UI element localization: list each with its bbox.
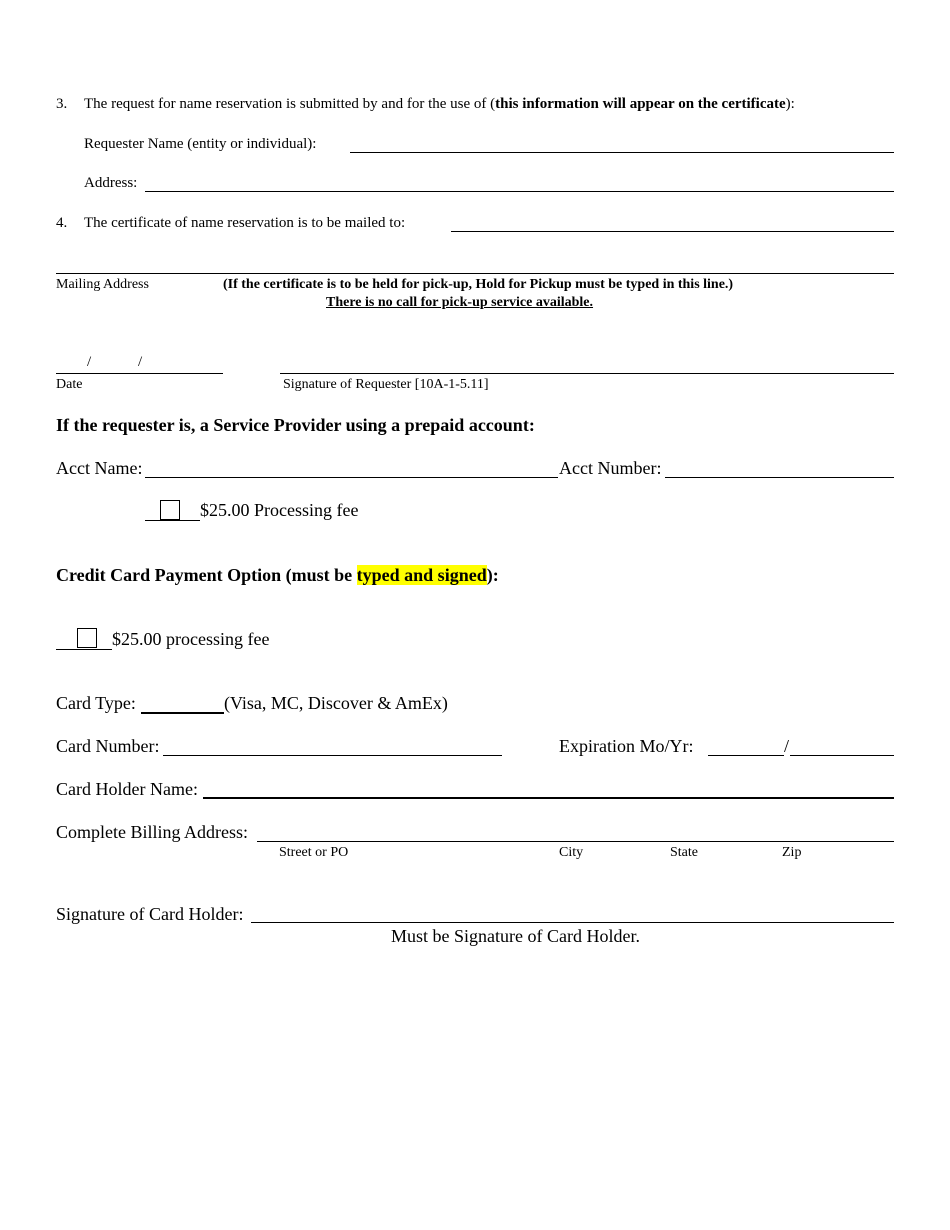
section-3-text — [84, 96, 795, 113]
service-provider-heading: If the requester is, a Service Provider using a prepaid account: — [56, 415, 535, 435]
address-field[interactable] — [145, 191, 894, 192]
date-field[interactable] — [56, 373, 223, 374]
prepaid-fee-label: $25.00 Processing fee — [200, 500, 359, 520]
holder-name-field[interactable] — [203, 797, 894, 799]
expiration-label: Expiration Mo/Yr: — [559, 736, 694, 756]
card-fee-underline — [56, 649, 112, 650]
section-4-text: The certificate of name reservation is to be mailed to: — [84, 215, 406, 231]
credit-card-heading-before: Credit Card Payment Option (must be — [56, 565, 357, 585]
acct-name-label: Acct Name: — [56, 458, 143, 478]
credit-card-heading-after: ): — [486, 565, 499, 585]
holder-signature-label: Signature of Card Holder: — [56, 904, 244, 924]
holder-signature-field[interactable] — [251, 922, 894, 923]
credit-card-heading-highlight: typed and signed — [356, 565, 487, 585]
billing-address-label: Complete Billing Address: — [56, 822, 248, 842]
expiration-slash: / — [784, 736, 790, 756]
requester-name-label: Requester Name (entity or individual): — [84, 136, 317, 152]
address-label: Address: — [84, 175, 138, 191]
pickup-note: (If the certificate is to be held for pick-up, Hold for Pickup must be typed in this line.) — [223, 277, 734, 292]
credit-card-heading — [56, 565, 499, 586]
section-3-text-before: The request for name reservation is submitted by and for the use of ( — [84, 96, 496, 112]
card-type-field[interactable] — [141, 712, 224, 714]
billing-address-field[interactable] — [257, 841, 894, 842]
state-label: State — [670, 845, 698, 860]
mailed-to-field[interactable] — [451, 231, 894, 232]
prepaid-fee-checkbox[interactable] — [160, 500, 180, 520]
card-fee-label: $25.00 processing fee — [112, 629, 270, 649]
section-4-number: 4. — [56, 215, 68, 231]
street-label: Street or PO — [279, 845, 349, 860]
expiration-month-field[interactable] — [708, 755, 784, 756]
card-number-field[interactable] — [163, 755, 502, 756]
date-slash-2: / — [138, 354, 143, 370]
holder-signature-note: Must be Signature of Card Holder. — [391, 926, 640, 946]
acct-name-field[interactable] — [145, 477, 558, 478]
no-pickup-note: There is no call for pick-up service available. — [326, 295, 594, 310]
date-label: Date — [56, 377, 83, 392]
requester-name-field[interactable] — [350, 152, 894, 153]
zip-label: Zip — [782, 845, 802, 860]
acct-number-field[interactable] — [665, 477, 894, 478]
mailing-address-field[interactable] — [56, 273, 894, 274]
city-label: City — [559, 845, 584, 860]
requester-signature-field[interactable] — [280, 373, 894, 374]
card-number-label: Card Number: — [56, 736, 160, 756]
section-3-text-bold: this information will appear on the certificate — [495, 96, 786, 112]
prepaid-fee-underline — [145, 520, 200, 521]
date-slash-1: / — [87, 354, 92, 370]
section-3-text-after: ): — [785, 96, 795, 112]
section-3-number: 3. — [56, 96, 68, 112]
requester-signature-label: Signature of Requester [10A-1-5.11] — [283, 377, 489, 392]
card-fee-checkbox[interactable] — [77, 628, 97, 648]
expiration-year-field[interactable] — [790, 755, 894, 756]
holder-name-label: Card Holder Name: — [56, 779, 198, 799]
card-type-options: (Visa, MC, Discover & AmEx) — [224, 693, 448, 713]
card-type-label: Card Type: — [56, 693, 136, 713]
mailing-address-label: Mailing Address — [56, 277, 149, 292]
acct-number-label: Acct Number: — [559, 458, 662, 478]
